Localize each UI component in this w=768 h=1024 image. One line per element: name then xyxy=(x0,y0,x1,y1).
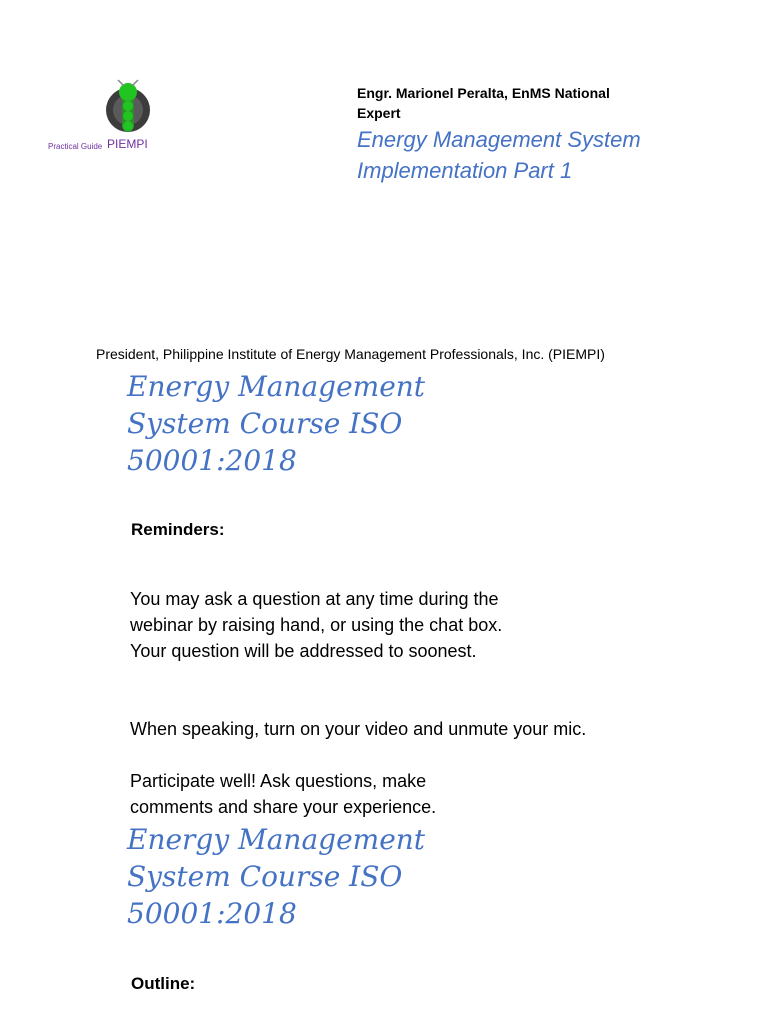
outline-heading: Outline: xyxy=(131,974,196,993)
reminder-paragraph: When speaking, turn on your video and unmute your mic. xyxy=(130,719,587,739)
logo-caption: Practical Guide xyxy=(48,142,103,151)
logo-brand: PIEMPI xyxy=(107,137,148,151)
affiliation-line: President, Philippine Institute of Energy Management Professionals, Inc. (PIEMPI) xyxy=(96,346,605,362)
course-title-repeat: Energy Management System Course ISO 50001:2018 xyxy=(127,823,426,930)
piempi-logo xyxy=(44,78,164,158)
author-line: Engr. Marionel Peralta, EnMS National Expert xyxy=(357,85,610,121)
logo-emblem-icon xyxy=(104,78,152,138)
reminders-heading: Reminders: xyxy=(131,520,225,539)
course-title: Energy Management System Course ISO 50001:2018 xyxy=(127,370,426,477)
reminder-paragraph: Participate well! Ask questions, make comments and share your experience. xyxy=(130,771,437,817)
reminder-paragraph: You may ask a question at any time during the webinar by raising hand, or using the chat box. Your question will be addressed to soonest. xyxy=(130,589,503,661)
talk-title: Energy Management System Implementation Part 1 xyxy=(357,127,641,183)
